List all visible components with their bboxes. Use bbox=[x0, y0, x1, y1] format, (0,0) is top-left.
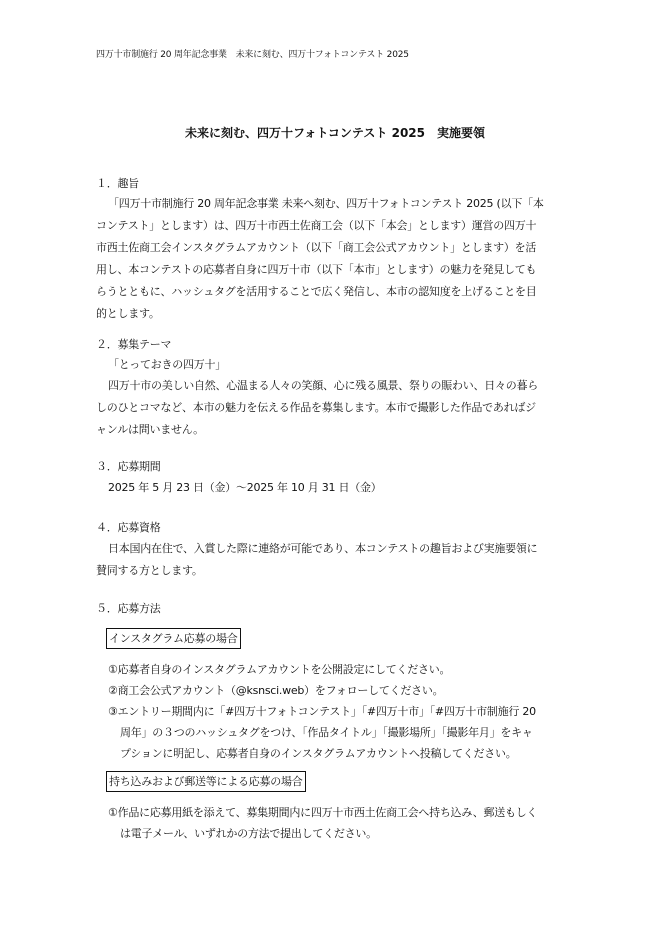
page-header: 四万十市制施行 20 周年記念事業 未来に刻む、四万十フォトコンテスト 2025 bbox=[96, 50, 409, 60]
instagram-step-continued: 周年」の３つのハッシュタグをつけ、「作品タイトル」「撮影場所」「撮影年月」をキャ bbox=[120, 726, 533, 739]
instagram-step-continued: プションに明記し、応募者自身のインスタグラムアカウントへ投稿してください。 bbox=[120, 747, 517, 760]
section-1-body-line: 的とします。 bbox=[96, 307, 160, 320]
mail-step-continued: は電子メール、いずれかの方法で提出してください。 bbox=[120, 827, 377, 840]
section-1-body-line: コンテスト」とします）は、四万十市西土佐商工会（以下「本会」とします）運営の四万十 bbox=[96, 219, 537, 232]
section-1-heading: １．趣旨 bbox=[96, 177, 139, 190]
section-3-heading: ３．応募期間 bbox=[96, 460, 161, 473]
section-4-heading: ４．応募資格 bbox=[96, 521, 161, 534]
section-2-heading: ２．募集テーマ bbox=[96, 338, 172, 351]
mail-method-box bbox=[106, 771, 306, 793]
section-5-heading: ５．応募方法 bbox=[96, 602, 161, 615]
mail-method-label: 持ち込みおよび郵送等による応募の場合 bbox=[106, 771, 306, 792]
instagram-method-label: インスタグラム応募の場合 bbox=[106, 628, 241, 649]
section-1-body-line: 「四万十市制施行 20 周年記念事業 未来へ刻む、四万十フォトコンテスト 2025 (以下「本 bbox=[108, 197, 544, 210]
section-4-body-line: 日本国内在住で、入賞した際に連絡が可能であり、本コンテストの趣旨および実施要領に bbox=[108, 542, 538, 555]
section-2-body-line: 四万十市の美しい自然、心温まる人々の笑顔、心に残る風景、祭りの賑わい、日々の暮ら bbox=[108, 379, 538, 392]
instagram-method-box bbox=[106, 628, 241, 650]
section-2-body-line: しのひとコマなど、本市の魅力を伝える作品を募集します。本市で撮影した作品であればジ bbox=[96, 401, 536, 414]
instagram-step: ①応募者自身のインスタグラムアカウントを公開設定にしてください。 bbox=[108, 663, 451, 676]
instagram-step: ②商工会公式アカウント（@ksnsci.web）をフォローしてください。 bbox=[108, 684, 444, 697]
application-period: 2025 年 5 月 23 日（金）～2025 年 10 月 31 日（金） bbox=[108, 481, 382, 494]
section-4-body-line: 賛同する方とします。 bbox=[96, 564, 203, 577]
section-1-body-line: らうとともに、ハッシュタグを活用することで広く発信し、本市の認知度を上げることを目 bbox=[96, 285, 537, 298]
theme-text: 「とっておきの四万十」 bbox=[108, 358, 227, 371]
section-1-body-line: 市西土佐商工会インスタグラムアカウント（以下「商工会公式アカウント」とします）を活 bbox=[96, 241, 537, 254]
mail-step: ①作品に応募用紙を添えて、募集期間内に四万十市西土佐商工会へ持ち込み、郵送もしく bbox=[108, 806, 538, 819]
document-title: 未来に刻む、四万十フォトコンテスト 2025 実施要領 bbox=[184, 126, 486, 140]
instagram-step: ③エントリー期間内に「#四万十フォトコンテスト」「#四万十市」「#四万十市制施行 20 bbox=[108, 705, 536, 718]
section-1-body-line: 用し、本コンテストの応募者自身に四万十市（以下「本市」とします）の魅力を発見しても bbox=[96, 263, 537, 276]
section-2-body-line: ャンルは問いません。 bbox=[96, 423, 204, 436]
